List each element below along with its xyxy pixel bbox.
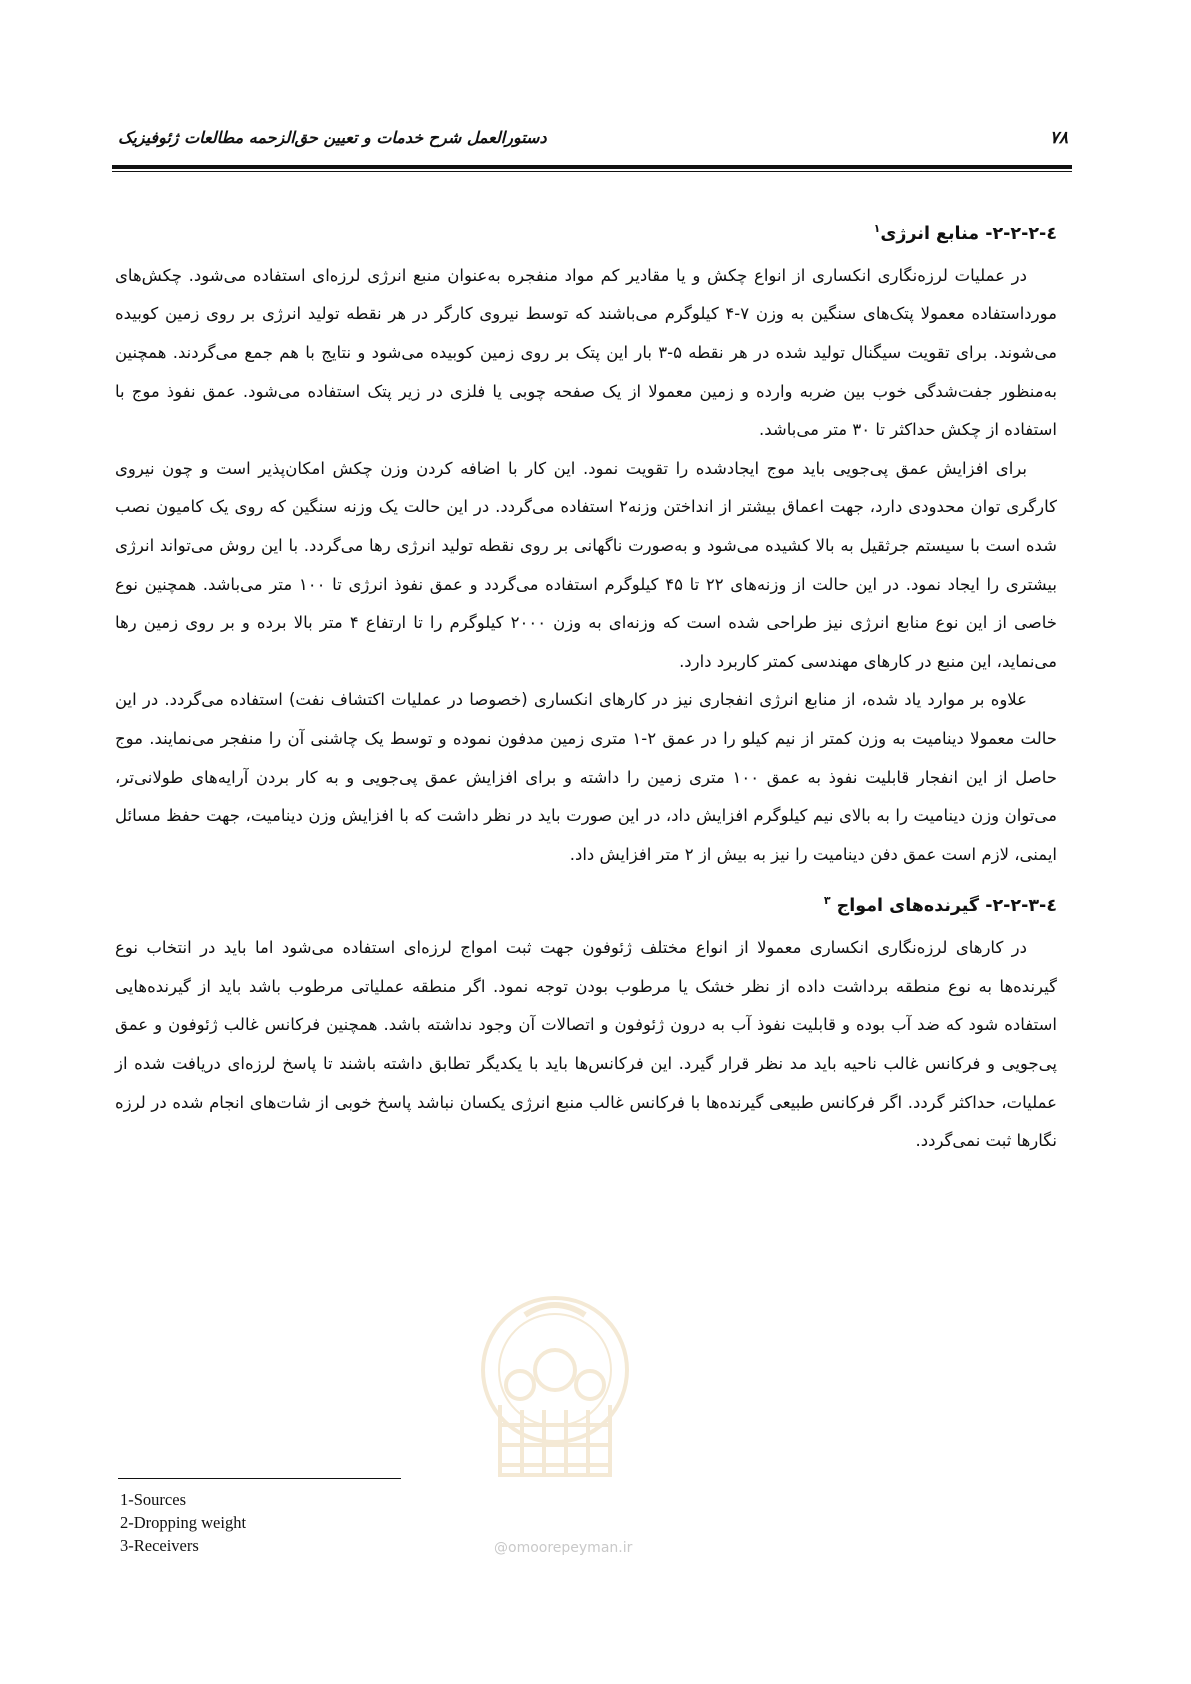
running-title: دستورالعمل شرح خدمات و تعیین حق‌الزحمه مطالعات ژئوفیزیک [118, 128, 547, 147]
header-rule [112, 165, 1072, 169]
section-heading-receivers [115, 878, 1057, 929]
footnote-ref: ۳ [823, 894, 831, 908]
heading-text: ٤-۲-۲-۳- گیرنده‌های امواج [836, 896, 1057, 917]
watermark-text: @omoorepeyman.ir [494, 1540, 633, 1556]
document-body [115, 206, 1057, 1161]
heading-text: ٤-۲-۲-۲- منابع انرژی [880, 223, 1057, 244]
watermark-seal-icon [470, 1285, 640, 1480]
paragraph: برای افزایش عمق پی‌جویی باید موج ایجادشده را تقویت نمود. این کار با اضافه کردن وزن چکش امکان‌پذیر است و چون نیروی کارگری توان محدودی دارد، جهت اعماق بیشتر از انداختن وزنه۲ استفاده می‌گردد. در این حالت یک وزنه سنگین که روی یک کامیون نصب شده است با سیستم جرثقیل به بالا کشیده می‌شود و به‌صورت ناگهانی بر روی نقطه تولید انرژی رها می‌گردد. با این روش می‌تواند انرژی بیشتری را ایجاد نمود. در این حالت از وزنه‌های ۲۲ تا ۴۵ کیلوگرم استفاده می‌گردد و عمق نفوذ انرژی تا ۱۰۰ متر می‌باشد. همچنین نوع خاصی از این نوع منابع انرژی نیز طراحی شده است که وزنه‌ای به وزن ۲۰۰۰ کیلوگرم را تا ارتفاع ۴ متر بالا برده و بر روی زمین رها می‌نماید، این منبع در کارهای مهندسی کمتر کاربرد دارد. [115, 458, 1058, 671]
page-header [118, 128, 1068, 168]
section-heading-energy-sources [115, 206, 1057, 257]
footnote-item: 2-Dropping weight [120, 1513, 247, 1532]
paragraph: در کارهای لرزه‌نگاری انکساری معمولا از انواع مختلف ژئوفون جهت ثبت امواج لرزه‌ای استفاده می‌شود اما باید در انتخاب نوع گیرنده‌ها به نوع منطقه برداشت داده از نظر خشک یا مرطوب بودن توجه نمود. اگر منطقه عملیاتی مرطوب باشد باید از گیرنده‌هایی استفاده شود که ضد آب بوده و قابلیت نفوذ آب به درون ژئوفون و اتصالات آن وجود نداشته باشد. همچنین فرکانس غالب ژئوفون و عمق پی‌جویی و فرکانس غالب ناحیه باید مد نظر قرار گیرد. این فرکانس‌ها باید با یکدیگر تطابق داشته باشند تا پاسخ لرزه‌ای دریافت شده از عملیات، حداکثر گردد. اگر فرکانس طبیعی گیرنده‌ها با فرکانس غالب منبع انرژی یکسان نباشد پاسخ خوبی از شات‌های انجام شده در لرزه نگارها ثبت نمی‌گردد. [115, 938, 1057, 1151]
header-rule-thin [112, 171, 1072, 172]
footnote-item: 1-Sources [120, 1490, 186, 1509]
footnote-ref: ۱ [873, 222, 881, 235]
paragraph: در عملیات لرزه‌نگاری انکساری از انواع چکش و یا مقادیر کم مواد منفجره به‌عنوان منبع انرژی لرزه‌ای استفاده می‌شود. چکش‌های مورداستفاده معمولا پتک‌های سنگین به وزن ۷-۴ کیلوگرم می‌باشند که توسط نیروی کارگر در هر نقطه تولید انرژی بر روی زمین کوبیده می‌شوند. برای تقویت سیگنال تولید شده در هر نقطه ۵-۳ بار این پتک بر روی زمین کوبیده می‌شود و نتایج با هم جمع می‌گردند. همچنین به‌منظور جفت‌شدگی خوب بین ضربه وارده و زمین معمولا از یک صفحه چوبی یا فلزی در زیر پتک استفاده می‌شود. عمق نفوذ موج با استفاده از چکش حداکثر تا ۳۰ متر می‌باشد. [115, 265, 1057, 440]
paragraph: علاوه بر موارد یاد شده، از منابع انرژی انفجاری نیز در کارهای انکساری (خصوصا در عملیات اکتشاف نفت) استفاده می‌گردد. در این حالت معمولا دینامیت به وزن کمتر از نیم کیلو را در عمق ۲-۱ متری زمین مدفون نموده و توسط یک چاشنی آن را منفجر می‌نمایند. موج حاصل از این انفجار قابلیت نفوذ به عمق ۱۰۰ متری زمین را داشته و برای افزایش عمق پی‌جویی و به کار بردن آرایه‌های طولانی‌تر، می‌توان وزن دینامیت را به بالای نیم کیلوگرم افزایش داد، در این صورت باید در نظر داشت که با افزایش وزن دینامیت، جهت حفظ مسائل ایمنی، لازم است عمق دفن دینامیت را نیز به بیش از ۲ متر افزایش داد. [115, 690, 1057, 864]
footnote-divider [118, 1478, 401, 1479]
footnotes [120, 1488, 246, 1557]
page-number: ۷۸ [1049, 128, 1068, 148]
footnote-item: 3-Receivers [120, 1536, 199, 1555]
